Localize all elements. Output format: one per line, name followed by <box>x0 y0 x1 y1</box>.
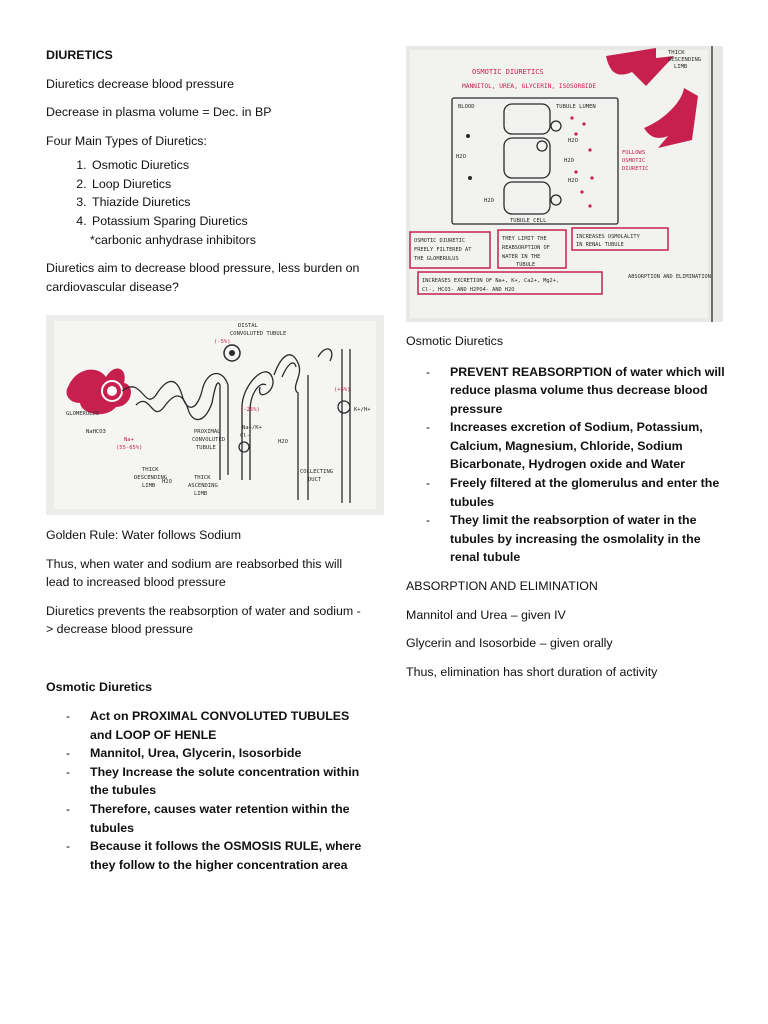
svg-text:TUBULE LUMEN: TUBULE LUMEN <box>556 104 596 110</box>
svg-text:THE GLOMERULUS: THE GLOMERULUS <box>414 256 459 262</box>
svg-text:FREELY FILTERED AT: FREELY FILTERED AT <box>414 247 472 253</box>
svg-text:CONVOLUTED TUBULE: CONVOLUTED TUBULE <box>230 331 287 337</box>
svg-text:H2O: H2O <box>456 154 466 160</box>
svg-text:DIURETIC: DIURETIC <box>622 166 649 172</box>
svg-text:CONVOLUTED: CONVOLUTED <box>192 437 226 443</box>
aim-paragraph: Diuretics aim to decrease blood pressure, less burden on cardiovascular disease? <box>46 261 360 294</box>
svg-text:H2O: H2O <box>568 138 578 144</box>
list-item: 3. Thiazide Diuretics <box>90 193 366 212</box>
svg-text:(+5%): (+5%) <box>334 387 351 393</box>
svg-text:H2O: H2O <box>162 479 172 485</box>
svg-text:H2O: H2O <box>564 158 574 164</box>
svg-text:WATER IN THE: WATER IN THE <box>502 254 541 260</box>
svg-text:DESCENDING: DESCENDING <box>668 57 702 63</box>
list-item: 2. Loop Diuretics <box>90 175 366 194</box>
svg-text:THICK: THICK <box>668 50 685 56</box>
svg-text:INCREASES OSMOLALITY: INCREASES OSMOLALITY <box>576 234 640 240</box>
svg-text:(-5%): (-5%) <box>214 339 231 345</box>
svg-text:Cl-, HCO3- AND H2PO4- AND H2O: Cl-, HCO3- AND H2PO4- AND H2O <box>422 287 515 293</box>
types-note: *carbonic anhydrase inhibitors <box>90 232 256 247</box>
svg-text:OSMOTIC DIURETIC: OSMOTIC DIURETIC <box>414 238 466 244</box>
svg-text:THICK: THICK <box>142 467 159 473</box>
svg-text:DUCT: DUCT <box>308 477 322 483</box>
svg-text:ABSORPTION AND ELIMINATION: ABSORPTION AND ELIMINATION <box>628 274 711 280</box>
svg-text:LIMB: LIMB <box>194 491 208 497</box>
svg-text:H2O: H2O <box>278 439 288 445</box>
list-item: - They Increase the solute concentration within the tubules <box>46 763 366 800</box>
svg-text:LIMB: LIMB <box>142 483 156 489</box>
svg-text:MANNITOL, UREA, GLYCERIN, ISOS: MANNITOL, UREA, GLYCERIN, ISOSORBIDE <box>462 83 597 90</box>
list-item: - PREVENT REABSORPTION of water which will reduce plasma volume thus decrease blood pressure <box>406 363 728 419</box>
prevents-paragraph: Diuretics prevents the reabsorption of water and sodium -> decrease blood pressure <box>46 603 361 636</box>
svg-text:NaHCO3: NaHCO3 <box>86 429 106 435</box>
list-item: - Increases excretion of Sodium, Potassium, Calcium, Magnesium, Chloride, Sodium Bicarbonate, Hydrogen oxide and Water <box>406 418 728 474</box>
absorption-line-1: Mannitol and Urea – given IV <box>406 607 566 622</box>
list-item: - Act on PROXIMAL CONVOLUTED TUBULES and LOOP OF HENLE <box>46 707 366 744</box>
diuretic-types-list <box>46 156 366 231</box>
osmotic-points-right <box>406 363 728 568</box>
list-item: - Mannitol, Urea, Glycerin, Isosorbide <box>46 744 366 763</box>
intro-line-1: Diuretics decrease blood pressure <box>46 76 235 91</box>
osmotic-points-left <box>46 707 366 874</box>
svg-text:H2O: H2O <box>568 178 578 184</box>
svg-text:COLLECTING: COLLECTING <box>300 469 334 475</box>
absorption-line-2: Glycerin and Isosorbide – given orally <box>406 636 613 651</box>
svg-text:INCREASES EXCRETION OF Na+, K+: INCREASES EXCRETION OF Na+, K+, Ca2+, Mg2+, <box>422 278 560 284</box>
svg-text:THICK: THICK <box>194 475 211 481</box>
list-item: 4. Potassium Sparing Diuretics <box>90 212 366 231</box>
svg-text:THEY LIMIT THE: THEY LIMIT THE <box>502 236 547 242</box>
svg-text:TUBULE: TUBULE <box>516 262 536 268</box>
osmotic-diuretic-diagram-photo <box>406 46 723 322</box>
svg-text:OSMOTIC DIURETICS: OSMOTIC DIURETICS <box>472 68 544 76</box>
absorption-heading: ABSORPTION AND ELIMINATION <box>406 579 598 594</box>
svg-text:DESCENDING: DESCENDING <box>134 475 168 481</box>
doc-title: DIURETICS <box>46 48 113 62</box>
intro-line-3: Four Main Types of Diuretics: <box>46 133 207 148</box>
svg-text:GLOMERULUS: GLOMERULUS <box>66 411 100 417</box>
svg-text:DISTAL: DISTAL <box>238 323 258 329</box>
osmotic-heading-right: Osmotic Diuretics <box>406 334 504 348</box>
thus-paragraph: Thus, when water and sodium are reabsorbed this will lead to increased blood pressure <box>46 556 343 589</box>
nephron-diagram-photo <box>46 315 384 515</box>
intro-line-2: Decrease in plasma volume = Dec. in BP <box>46 105 272 119</box>
svg-text:Cl-: Cl- <box>240 433 250 439</box>
left-column-lower <box>46 526 366 874</box>
svg-text:FOLLOWS: FOLLOWS <box>622 150 646 156</box>
svg-text:PROXIMAL: PROXIMAL <box>194 429 221 435</box>
left-column <box>46 46 366 296</box>
svg-text:(55-65%): (55-65%) <box>116 445 143 451</box>
svg-text:Na+: Na+ <box>124 437 134 443</box>
svg-text:TUBULE: TUBULE <box>196 445 216 451</box>
list-item: - They limit the reabsorption of water in the tubules by increasing the osmolality in the renal tubule <box>406 511 728 567</box>
svg-text:ASCENDING: ASCENDING <box>188 483 218 489</box>
list-item: - Because it follows the OSMOSIS RULE, where they follow to the higher concentration area <box>46 837 366 874</box>
absorption-line-3: Thus, elimination has short duration of activity <box>406 664 658 679</box>
svg-text:REABSORPTION OF: REABSORPTION OF <box>502 245 550 251</box>
svg-text:LIMB: LIMB <box>674 64 688 70</box>
svg-text:H2O: H2O <box>484 198 494 204</box>
list-item: - Therefore, causes water retention within the tubules <box>46 800 366 837</box>
svg-text:BLOOD: BLOOD <box>458 104 475 110</box>
list-item: - Freely filtered at the glomerulus and enter the tubules <box>406 474 728 511</box>
svg-text:IN RENAL TUBULE: IN RENAL TUBULE <box>576 242 624 248</box>
svg-text:TUBULE CELL: TUBULE CELL <box>510 218 547 224</box>
svg-text:OSMOTIC: OSMOTIC <box>622 158 646 164</box>
right-column <box>406 332 728 681</box>
svg-text:Na+/K+: Na+/K+ <box>242 425 262 431</box>
svg-text:K+/H+: K+/H+ <box>354 407 371 413</box>
osmotic-heading-left: Osmotic Diuretics <box>46 679 153 694</box>
golden-rule: Golden Rule: Water follows Sodium <box>46 528 242 542</box>
svg-text:(-25%): (-25%) <box>240 407 260 413</box>
list-item: 1. Osmotic Diuretics <box>90 156 366 175</box>
